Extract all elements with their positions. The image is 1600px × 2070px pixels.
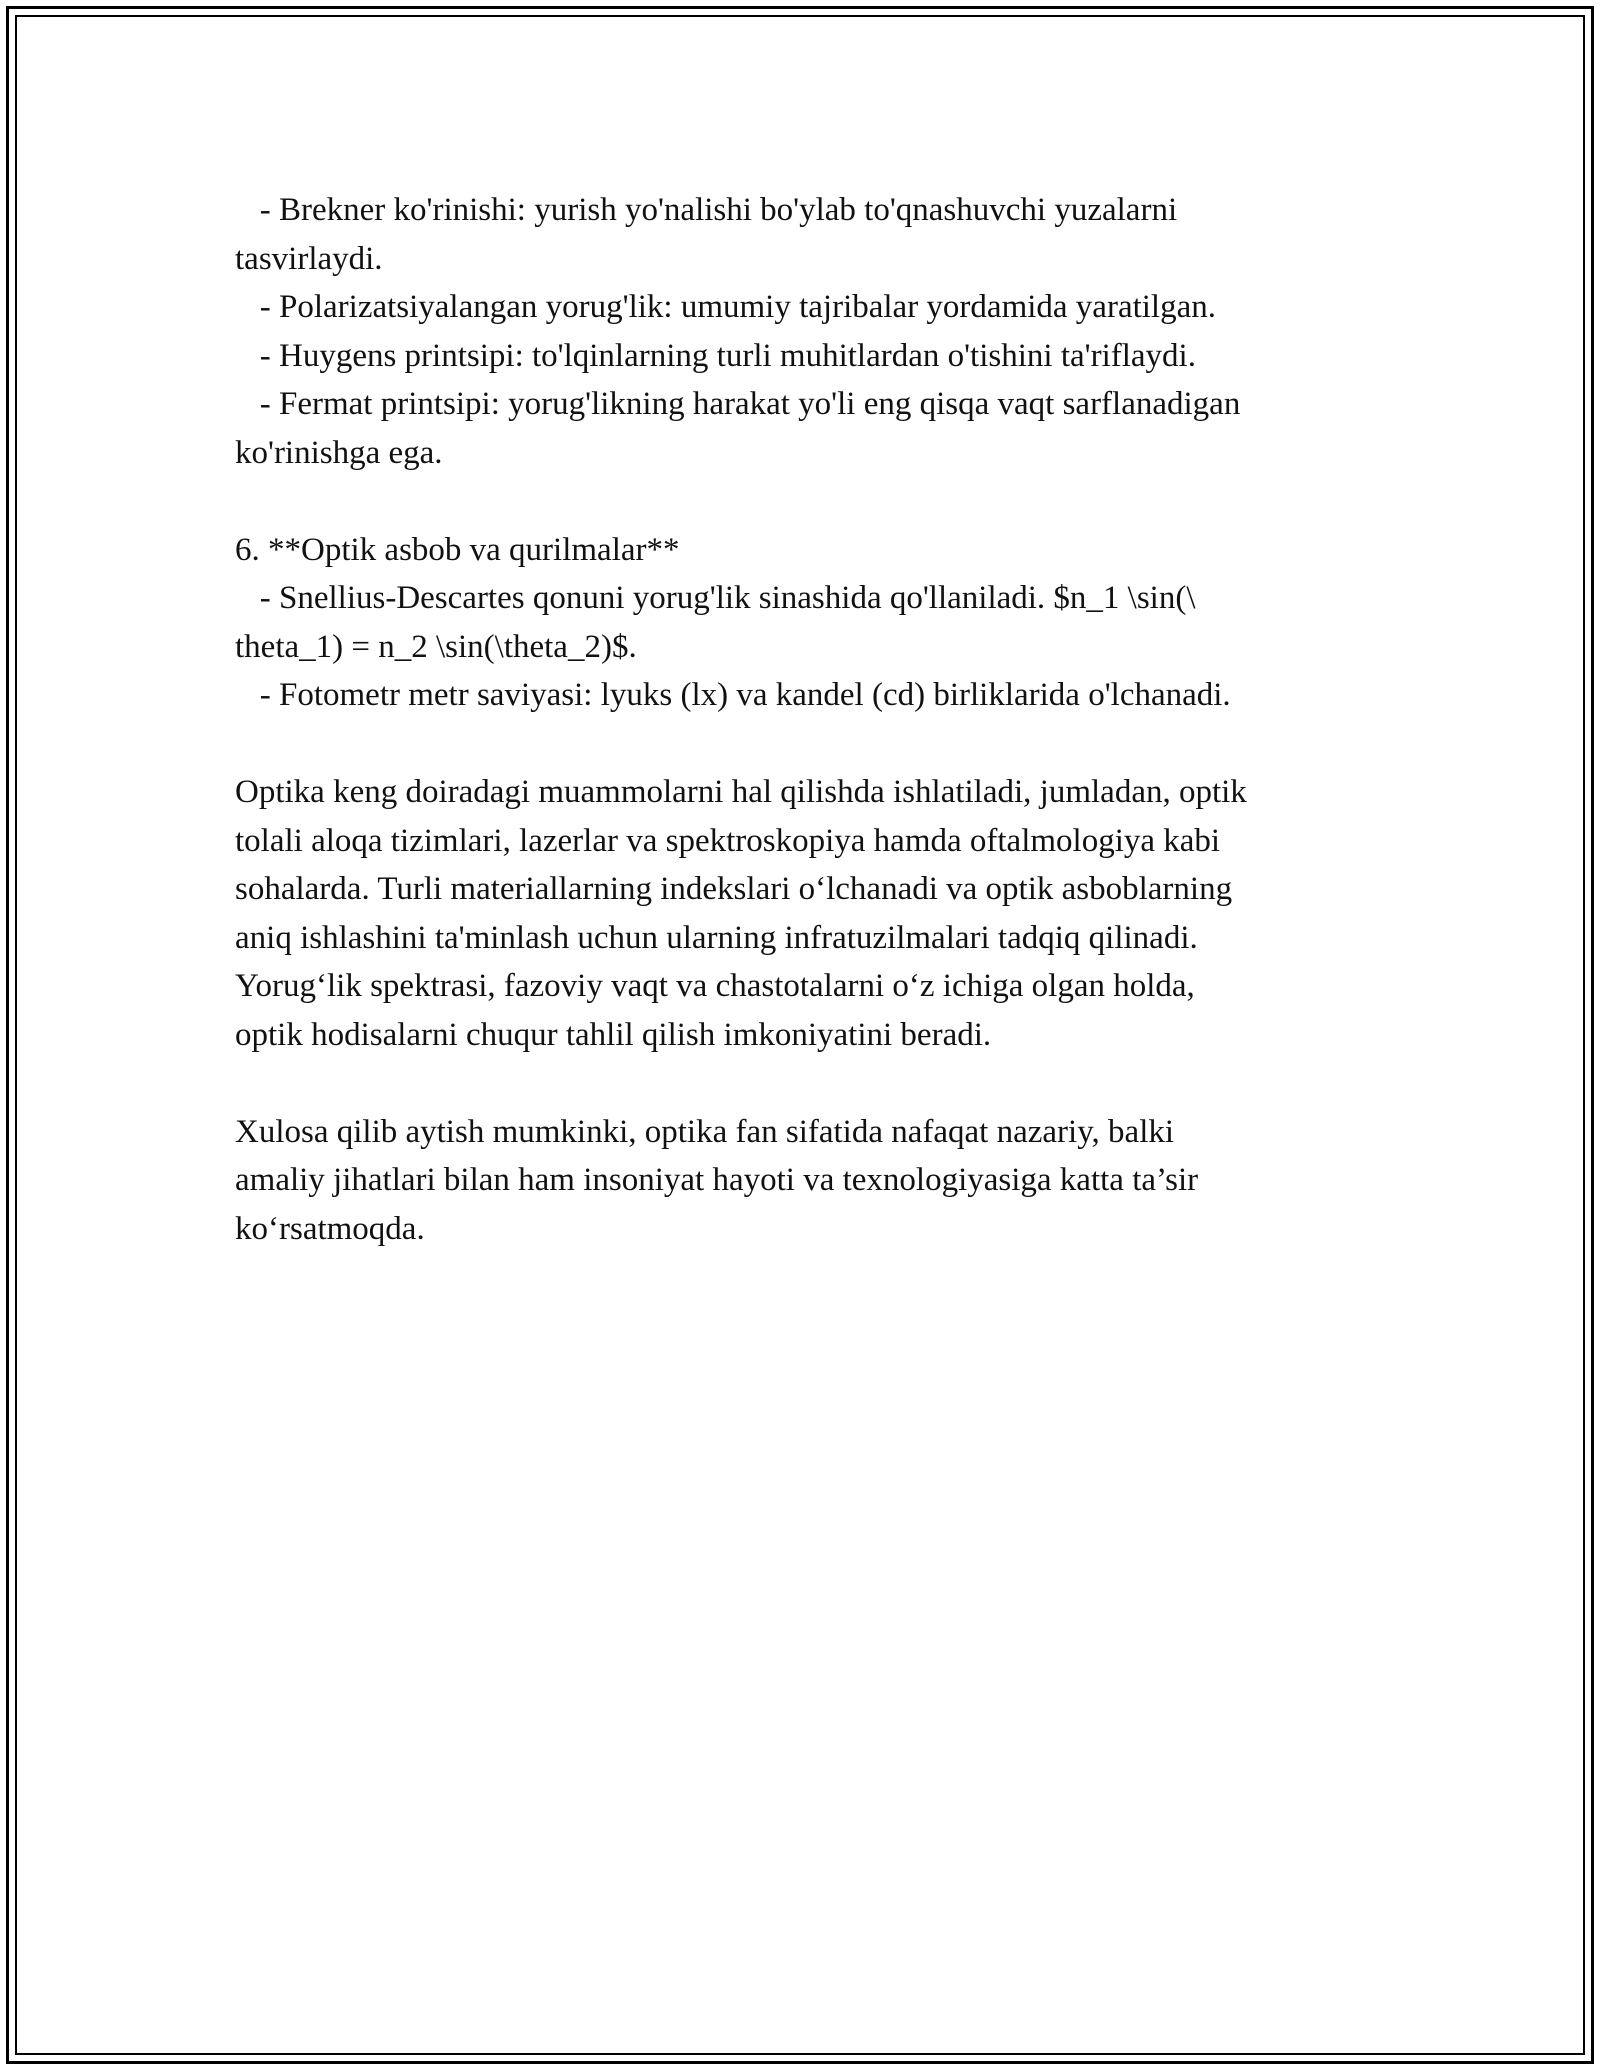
text-line: - Snellius-Descartes qonuni yorug'lik sinashida qo'llaniladi. $n_1 \sin(\ — [235, 580, 1196, 616]
text-line: Yorug‘lik spektrasi, fazoviy vaqt va chastotalarni o‘z ichiga olgan holda, — [235, 968, 1195, 1004]
section-optical-instruments — [235, 526, 1365, 720]
list-optical-principles — [235, 186, 1365, 477]
text-line: Optika keng doiradagi muammolarni hal qilishda ishlatiladi, jumladan, optik — [235, 774, 1247, 810]
text-line: optik hodisalarni chuqur tahlil qilish imkoniyatini beradi. — [235, 1016, 992, 1053]
paragraph-gap — [235, 1059, 1365, 1108]
document-body — [235, 186, 1365, 1253]
section-heading: 6. **Optik asbob va qurilmalar** — [235, 531, 680, 568]
text-line: ko‘rsatmoqda. — [235, 1210, 425, 1247]
text-line: - Polarizatsiyalangan yorug'lik: umumiy tajribalar yordamida yaratilgan. — [235, 289, 1216, 325]
paragraph-gap — [235, 477, 1365, 526]
text-line: tolali aloqa tizimlari, lazerlar va spektroskopiya hamda oftalmologiya kabi — [235, 822, 1221, 859]
text-line: - Fotometr metr saviyasi: lyuks (lx) va kandel (cd) birliklarida o'lchanadi. — [235, 677, 1231, 713]
text-line: - Huygens printsipi: to'lqinlarning turli muhitlardan o'tishini ta'riflaydi. — [235, 337, 1196, 374]
paragraph-conclusion — [235, 1108, 1365, 1254]
text-line: tasvirlaydi. — [235, 240, 383, 277]
text-line: amaliy jihatlari bilan ham insoniyat hayoti va texnologiyasiga katta ta’sir — [235, 1162, 1199, 1198]
text-line: ko'rinishga ega. — [235, 434, 443, 471]
text-line: - Brekner ko'rinishi: yurish yo'nalishi bo'ylab to'qnashuvchi yuzalarni — [235, 192, 1178, 228]
text-line: aniq ishlashini ta'minlash uchun ularning infratuzilmalari tadqiq qilinadi. — [235, 919, 1198, 956]
text-line: - Fermat printsipi: yorug'likning harakat yo'li eng qisqa vaqt sarflanadigan — [235, 386, 1241, 422]
text-line: Xulosa qilib aytish mumkinki, optika fan sifatida nafaqat nazariy, balki — [235, 1113, 1175, 1150]
text-line: sohalarda. Turli materiallarning indekslari o‘lchanadi va optik asboblarning — [235, 871, 1233, 907]
text-line: theta_1) = n_2 \sin(\theta_2)$. — [235, 628, 637, 665]
paragraph-applications — [235, 768, 1365, 1059]
paragraph-gap — [235, 720, 1365, 769]
